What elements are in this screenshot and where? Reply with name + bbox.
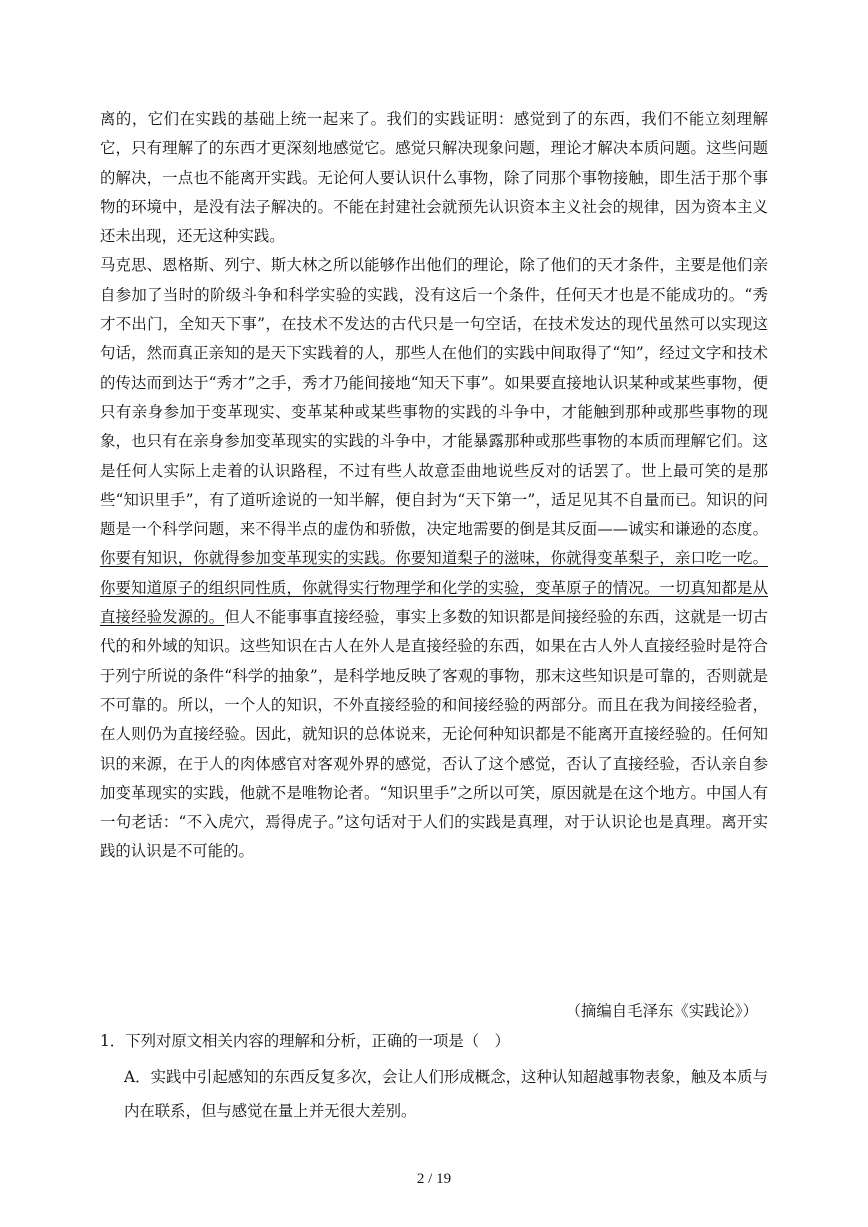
paragraph-2 bbox=[100, 251, 768, 866]
paragraph-2-text: 马克思、恩格斯、列宁、斯大林之所以能够作出他们的理论，除了他们的天才条件，主要是他们亲自参加了当时的阶级斗争和科学实验的实践，没有这后一个条件，任何天才也是不能成功的。“秀才不出门，全知天下事”，在技术不发达的古代只是一句空话，在技术发达的现代虽然可以实现这句话，然而真正亲知的是天下实践着的人，那些人在他们的实践中间取得了“知”，经过文字和技术的传达而到达于“秀才”之手，秀才乃能间接地“知天下事”。如果要直接地认识某种或某些事物，便只有亲身参加于变革现实、变革某种或某些事物的实践的斗争中，才能触到那种或那些事物的现象，也只有在亲身参加变革现实的实践的斗争中，才能暴露那种或那些事物的本质而理解它们。这是任何人实际上走着的认识路程，不过有些人故意歪曲地说些反对的话罢了。世上最可笑的是那些“知识里手”，有了道听途说的一知半解，便自封为“天下第一”，适足见其不自量而已。知识的问题是一个科学问题，来不得半点的虚伪和骄傲，决定地需要的倒是其反面——诚实和谦逊的态度。 bbox=[100, 256, 768, 539]
source-citation: （摘编自毛泽东《实践论》） bbox=[565, 1002, 758, 1020]
paragraph-1: 离的，它们在实践的基础上统一起来了。我们的实践证明：感觉到了的东西，我们不能立刻理解它，只有理解了的东西才更深刻地感觉它。感觉只解决现象问题，理论才解决本质问题。这些问题的解决，一点也不能离开实践。无论何人要认识什么事物，除了同那个事物接触，即生活于那个事物的环境中，是没有法子解决的。不能在封建社会就预先认识资本主义社会的规律，因为资本主义还未出现，还无这种实践。 bbox=[100, 110, 768, 246]
question-1 bbox=[100, 1027, 768, 1128]
underlined-passage: 你要有知识，你就得参加变革现实的实践。你要知道梨子的滋味，你就得变革梨子，亲口吃一吃。你要知道原子的组织同性质，你就得实行物理学和化学的实验，变革原子的情况。一切真知都是从直接经验发源的。 bbox=[100, 549, 768, 627]
question-stem: 1．下列对原文相关内容的理解和分析，正确的一项是（ ） bbox=[100, 1032, 510, 1050]
page-number: 2 / 19 bbox=[416, 1171, 452, 1187]
paragraph-2-text-continued: 但人不能事事直接经验，事实上多数的知识都是间接经验的东西，这就是一切古代的和外域的知识。这些知识在古人在外人是直接经验的东西，如果在古人外人直接经验时是符合于列宁所说的条件“科学的抽象”，是科学地反映了客观的事物，那末这些知识是可靠的，否则就是不可靠的。所以，一个人的知识，不外直接经验的和间接经验的两部分。而且在我为间接经验者，在人则仍为直接经验。因此，就知识的总体说来，无论何种知识都是不能离开直接经验的。任何知识的来源，在于人的肉体感官对客观外界的感觉，否认了这个感觉，否认了直接经验，否认亲自参加变革现实的实践，他就不是唯物论者。“知识里手”之所以可笑，原因就是在这个地方。中国人有一句老话：“不入虎穴，焉得虎子。”这句话对于人们的实践是真理，对于认识论也是真理。离开实践的认识是不可能的。 bbox=[100, 608, 768, 861]
option-a: A．实践中引起感知的东西反复多次，会让人们形成概念，这种认知超越事物表象，触及本质与内在联系，但与感觉在量上并无很大差别。 bbox=[124, 1068, 768, 1120]
article-body bbox=[100, 105, 768, 867]
